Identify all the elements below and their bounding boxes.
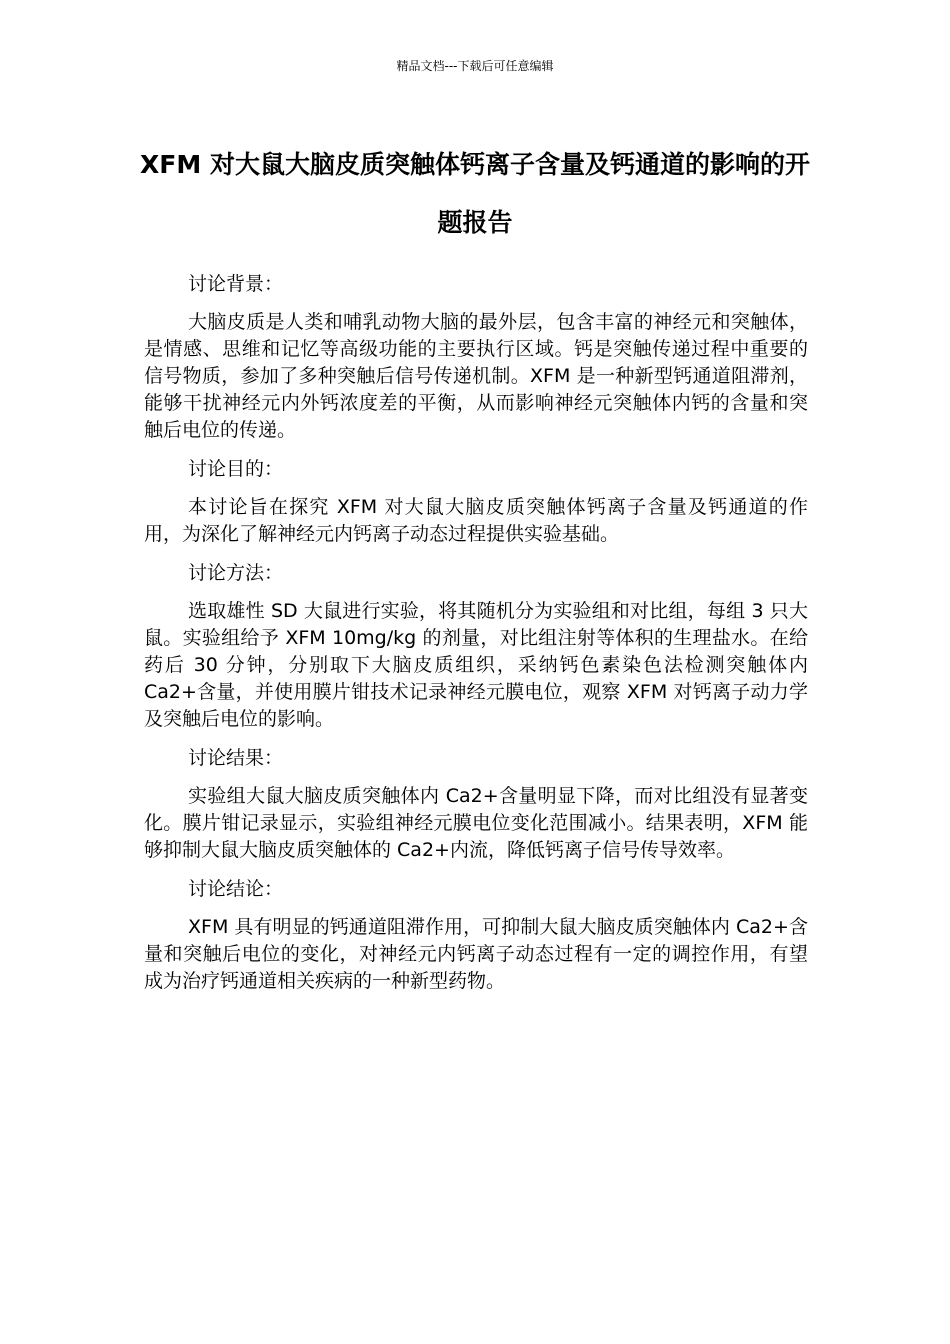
section-paragraph: 选取雄性 SD 大鼠进行实验，将其随机分为实验组和对比组，每组 3 只大鼠。实验组给予 XFM 10mg/kg 的剂量，对比组注射等体积的生理盐水。在给药后 30 分钟，分别取下大脑皮质组织，采纳钙色素染色法检测突触体内 Ca2+含量，并使用膜片钳技术记录神经元膜电位，观察 XFM 对钙离子动力学及突触后电位的影响。 <box>144 600 808 730</box>
section-paragraph: 本讨论旨在探究 XFM 对大鼠大脑皮质突触体钙离子含量及钙通道的作用，为深化了解神经元内钙离子动态过程提供实验基础。 <box>144 496 808 545</box>
section-heading: 讨论方法： <box>188 562 284 584</box>
section-conclusion <box>144 873 808 995</box>
section-background <box>144 268 808 444</box>
section-methods <box>144 557 808 733</box>
section-purpose <box>144 453 808 548</box>
section-heading: 讨论结果： <box>188 747 284 769</box>
section-heading: 讨论结论： <box>188 878 284 900</box>
section-results <box>144 742 808 864</box>
page-header: 精品文档---下载后可任意编辑 <box>396 59 554 73</box>
section-paragraph: 大脑皮质是人类和哺乳动物大脑的最外层，包含丰富的神经元和突触体，是情感、思维和记忆等高级功能的主要执行区域。钙是突触传递过程中重要的信号物质，参加了多种突触后信号传递机制。XFM 是一种新型钙通道阻滞剂，能够干扰神经元内外钙浓度差的平衡，从而影响神经元突触体内钙的含量和突触后电位的传递。 <box>144 311 808 441</box>
section-heading: 讨论目的： <box>188 458 284 480</box>
section-paragraph: XFM 具有明显的钙通道阻滞作用，可抑制大鼠大脑皮质突触体内 Ca2+含量和突触后电位的变化，对神经元内钙离子动态过程有一定的调控作用，有望成为治疗钙通道相关疾病的一种新型药物。 <box>144 916 808 992</box>
section-paragraph: 实验组大鼠大脑皮质突触体内 Ca2+含量明显下降，而对比组没有显著变化。膜片钳记录显示，实验组神经元膜电位变化范围减小。结果表明，XFM 能够抑制大鼠大脑皮质突触体的 Ca2+内流，降低钙离子信号传导效率。 <box>144 785 808 861</box>
section-heading: 讨论背景： <box>188 273 284 295</box>
document-body <box>144 268 808 1004</box>
document-title: XFM 对大鼠大脑皮质突触体钙离子含量及钙通道的影响的开题报告 <box>140 150 810 237</box>
